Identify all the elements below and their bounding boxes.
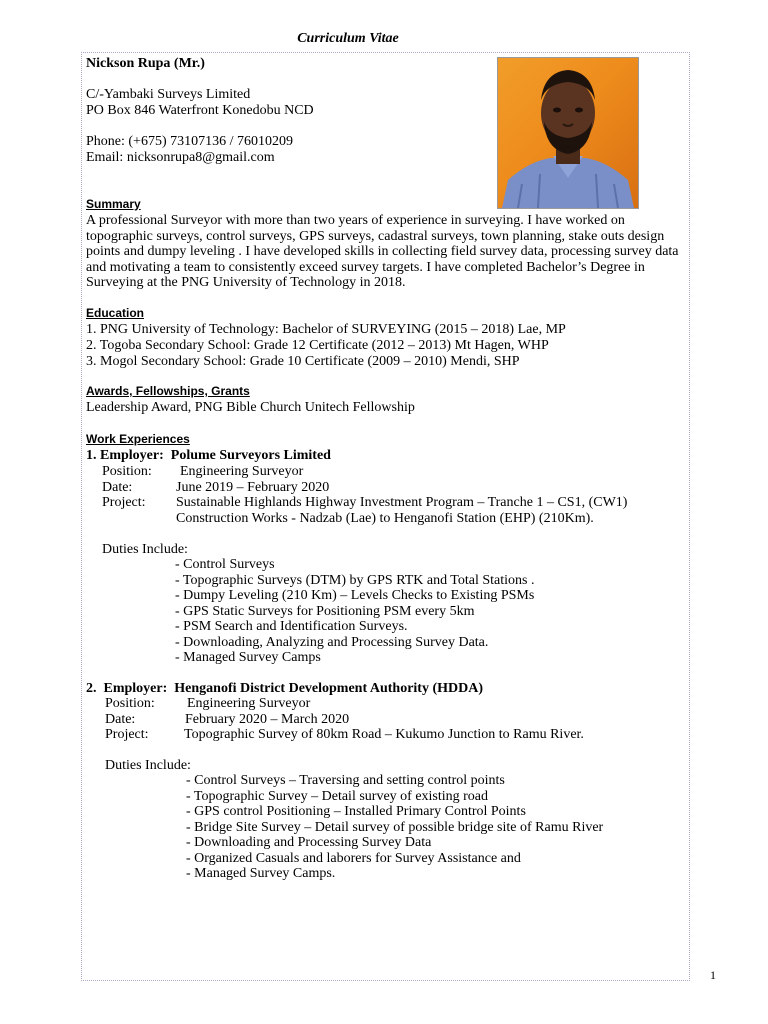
duty-item: - Managed Survey Camps — [175, 650, 321, 665]
duties-label: Duties Include: — [102, 542, 188, 557]
duty-item: - GPS Static Surveys for Positioning PSM every 5km — [175, 604, 475, 619]
duty-item: - Downloading and Processing Survey Data — [186, 835, 432, 850]
duty-item: - Organized Casuals and laborers for Survey Assistance and — [186, 851, 521, 866]
duty-item: - PSM Search and Identification Surveys. — [175, 619, 408, 634]
job-number: 2. — [86, 681, 97, 696]
address-line-2: PO Box 846 Waterfront Konedobu NCD — [86, 103, 314, 118]
duty-item: - GPS control Positioning – Installed Primary Control Points — [186, 804, 526, 819]
project-line-1: Topographic Survey of 80km Road – Kukumo Junction to Ramu River. — [184, 727, 584, 742]
date-label: Date: — [102, 480, 133, 495]
duty-item: - Control Surveys – Traversing and setting control points — [186, 773, 505, 788]
duty-item: - Managed Survey Camps. — [186, 866, 336, 881]
employer-name: Polume Surveyors Limited — [170, 448, 331, 463]
duty-item: - Dumpy Leveling (210 Km) – Levels Checks to Existing PSMs — [175, 588, 535, 603]
document-title: Curriculum Vitae — [297, 31, 399, 46]
duties-label: Duties Include: — [105, 758, 191, 773]
position-value: Engineering Surveyor — [187, 696, 311, 711]
email-address: Email: nicksonrupa8@gmail.com — [86, 150, 275, 165]
project-line-2: Construction Works - Nadzab (Lae) to Henganofi Station (EHP) (210Km). — [176, 511, 594, 526]
employer-label: Employer: — [100, 448, 164, 463]
education-heading: Education — [86, 306, 145, 320]
education-item: 1. PNG University of Technology: Bachelor of SURVEYING (2015 – 2018) Lae, MP — [86, 322, 566, 337]
portrait-illustration — [498, 58, 638, 208]
date-label: Date: — [105, 712, 136, 727]
education-item: 3. Mogol Secondary School: Grade 10 Certificate (2009 – 2010) Mendi, SHP — [86, 354, 520, 369]
date-value: June 2019 – February 2020 — [176, 480, 330, 495]
work-heading: Work Experiences — [86, 432, 190, 446]
duty-item: - Downloading, Analyzing and Processing Survey Data. — [175, 635, 489, 650]
project-label: Project: — [102, 495, 146, 510]
project-label: Project: — [105, 727, 149, 742]
profile-photo — [497, 57, 639, 209]
phone-number: Phone: (+675) 73107136 / 76010209 — [86, 134, 293, 149]
job-2-header — [86, 681, 483, 697]
employer-label: Employer: — [103, 681, 168, 696]
awards-text: Leadership Award, PNG Bible Church Unitech Fellowship — [86, 400, 415, 415]
education-item: 2. Togoba Secondary School: Grade 12 Certificate (2012 – 2013) Mt Hagen, WHP — [86, 338, 549, 353]
project-line-1: Sustainable Highlands Highway Investment Program – Tranche 1 – CS1, (CW1) — [176, 495, 628, 510]
position-value: Engineering Surveyor — [180, 464, 304, 479]
position-label: Position: — [105, 696, 155, 711]
duty-item: - Topographic Surveys (DTM) by GPS RTK and Total Stations . — [175, 573, 535, 588]
summary-text: A professional Surveyor with more than two years of experience in surveying. I have worked on topographic surveys, control surveys, GPS surveys, cadastral surveys, town planning, stake outs design points and dumpy leveling . I have developed skills in collecting field survey data, processing survey data and motivating a team to consistently exceed survey targets. I have completed Bachelor’s Degree in Surveying at the PNG University of Technology in 2018. — [86, 213, 679, 290]
page-number: 1 — [710, 968, 716, 982]
duty-item: - Topographic Survey – Detail survey of existing road — [186, 789, 489, 804]
date-value: February 2020 – March 2020 — [185, 712, 350, 727]
address-line-1: C/-Yambaki Surveys Limited — [86, 87, 251, 102]
job-number: 1. — [86, 448, 97, 463]
employer-name: Henganofi District Development Authority (HDDA) — [174, 681, 484, 696]
summary-heading: Summary — [86, 197, 141, 211]
duty-item: - Bridge Site Survey – Detail survey of possible bridge site of Ramu River — [186, 820, 604, 835]
position-label: Position: — [102, 464, 152, 479]
duty-item: - Control Surveys — [175, 557, 275, 572]
candidate-name: Nickson Rupa (Mr.) — [86, 56, 205, 71]
job-1-header — [86, 448, 331, 464]
awards-heading: Awards, Fellowships, Grants — [86, 384, 250, 398]
